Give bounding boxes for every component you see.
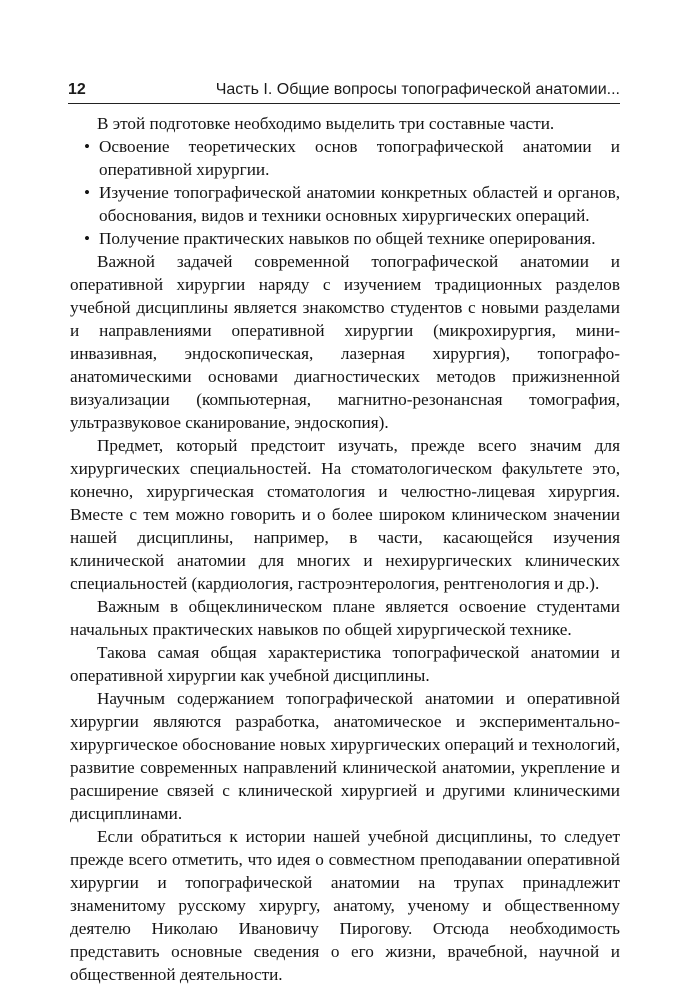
- bullet-item: • Освоение теоретических основ топографической анатомии и оперативной хирургии.: [70, 135, 620, 181]
- page-number: 12: [68, 81, 86, 98]
- paragraph: Важной задачей современной топографической анатомии и оперативной хирургии наряду с изучением традиционных разделов учебной дисциплины является знакомство студентов с новыми разделами и направлениями оперативной хирургии (микрохирургия, мини-инвазивная, эндоскопическая, лазерная хирургия), топографо-анатомическими основами диагностических методов прижизненной визуализации (компьютерная, магнитно-резонансная томография, ультразвуковое сканирование, эндоскопия).: [70, 252, 620, 432]
- paragraph: Важным в общеклиническом плане является освоение студентами начальных практических навыков по общей хирургической технике.: [70, 597, 620, 639]
- body-text: [70, 112, 620, 986]
- bullet-item: • Изучение топографической анатомии конкретных областей и органов, обоснования, видов и техники основных хирургических операций.: [70, 181, 620, 227]
- intro-paragraph: В этой подготовке необходимо выделить три составные части.: [97, 114, 555, 133]
- paragraph: Такова самая общая характеристика топографической анатомии и оперативной хирургии как учебной дисциплины.: [70, 643, 620, 685]
- paragraph: Предмет, который предстоит изучать, прежде всего значим для хирургических специальностей. На стоматологическом факультете это, конечно, хирургическая стоматология и челюстно-лицевая хирургия. Вместе с тем можно говорить и о более широком клиническом значении нашей дисциплины, например, в части, касающейся изучения клинической анатомии для многих и нехирургических клинических специальностей (кардиология, гастроэнтерология, рентгенология и др.).: [70, 436, 620, 593]
- bullet-list: [70, 135, 620, 250]
- running-title: Часть I. Общие вопросы топографической анатомии...: [215, 81, 620, 98]
- header-rule: [68, 103, 620, 104]
- running-head: [68, 81, 620, 99]
- paragraph: Если обратиться к истории нашей учебной дисциплины, то следует прежде всего отметить, что идея о совместном преподавании оперативной хирургии и топографической анатомии на трупах принадлежит знаменитому русскому хирургу, анатому, ученому и общественному деятелю Николаю Ивановичу Пирогову. Отсюда необходимость представить основные сведения о его жизни, врачебной, научной и общественной деятельности.: [70, 827, 620, 984]
- bullet-item: • Получение практических навыков по общей технике оперирования.: [70, 227, 620, 250]
- paragraph: Научным содержанием топографической анатомии и оперативной хирургии являются разработка, анатомическое и экспериментально-хирургическое обоснование новых хирургических операций и технологий, развитие современных направлений клинической анатомии, укрепление и расширение связей с клинической хирургией и другими клиническими дисциплинами.: [70, 689, 620, 823]
